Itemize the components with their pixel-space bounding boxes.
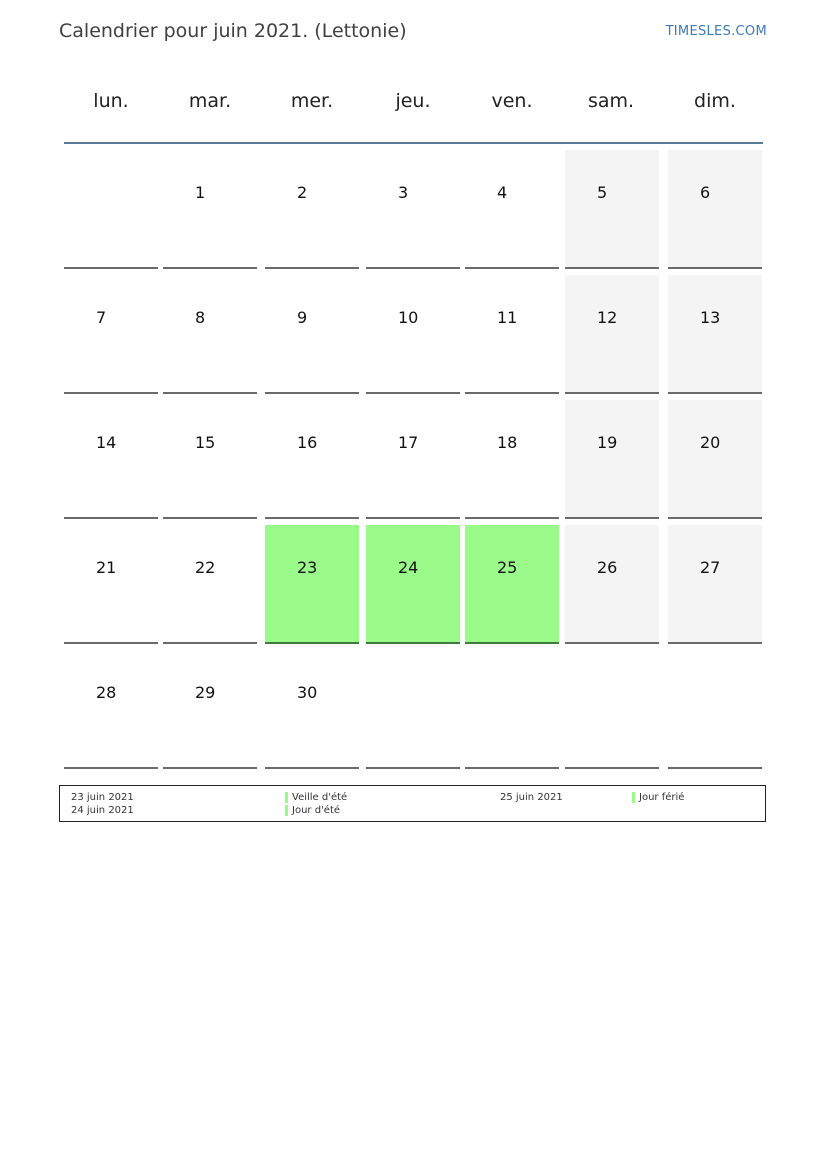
day-number: 25 bbox=[497, 558, 518, 577]
day-number: 20 bbox=[700, 433, 721, 452]
day-number: 4 bbox=[497, 183, 508, 202]
day-cell[interactable] bbox=[265, 150, 359, 269]
weekday-label: sam. bbox=[587, 90, 635, 112]
day-number: 1 bbox=[195, 183, 206, 202]
legend-date: 25 juin 2021 bbox=[500, 792, 563, 803]
day-number: 24 bbox=[398, 558, 419, 577]
day-cell[interactable] bbox=[465, 150, 559, 269]
day-number: 7 bbox=[96, 308, 107, 327]
day-number: 23 bbox=[297, 558, 318, 577]
day-number: 19 bbox=[597, 433, 618, 452]
empty-day-cell bbox=[668, 650, 762, 769]
day-number: 8 bbox=[195, 308, 206, 327]
day-cell[interactable] bbox=[163, 400, 257, 519]
day-number: 15 bbox=[195, 433, 216, 452]
legend-date: 24 juin 2021 bbox=[71, 805, 134, 816]
day-number: 18 bbox=[497, 433, 518, 452]
weekday-label: dim. bbox=[694, 90, 736, 112]
day-number: 16 bbox=[297, 433, 318, 452]
day-cell[interactable] bbox=[163, 525, 257, 644]
weekday-label: jeu. bbox=[395, 90, 431, 112]
day-cell[interactable] bbox=[163, 150, 257, 269]
weekday-label: mer. bbox=[290, 90, 334, 112]
day-cell[interactable] bbox=[265, 275, 359, 394]
day-number: 27 bbox=[700, 558, 721, 577]
day-cell[interactable] bbox=[565, 525, 659, 644]
empty-day-cell bbox=[366, 650, 460, 769]
legend-holiday-name: Jour d'été bbox=[285, 805, 340, 817]
weekday-label: ven. bbox=[491, 90, 533, 112]
day-number: 22 bbox=[195, 558, 216, 577]
holiday-legend bbox=[59, 785, 766, 822]
day-number: 3 bbox=[398, 183, 409, 202]
legend-holiday-name: Veille d'été bbox=[285, 792, 347, 804]
empty-day-cell bbox=[565, 650, 659, 769]
brand-link[interactable]: TIMESLES.COM bbox=[665, 24, 767, 39]
day-cell[interactable] bbox=[265, 650, 359, 769]
day-number: 11 bbox=[497, 308, 518, 327]
day-cell[interactable] bbox=[163, 275, 257, 394]
weekday-label: mar. bbox=[188, 90, 232, 112]
day-number: 17 bbox=[398, 433, 419, 452]
day-cell[interactable] bbox=[565, 150, 659, 269]
empty-day-cell bbox=[465, 650, 559, 769]
day-cell[interactable] bbox=[668, 275, 762, 394]
day-number: 26 bbox=[597, 558, 618, 577]
page-title: Calendrier pour juin 2021. (Lettonie) bbox=[59, 20, 407, 42]
weekday-header-row bbox=[64, 90, 763, 118]
day-cell[interactable] bbox=[465, 275, 559, 394]
day-cell[interactable] bbox=[465, 400, 559, 519]
empty-day-cell bbox=[64, 150, 158, 269]
day-cell[interactable] bbox=[163, 650, 257, 769]
day-cell[interactable] bbox=[64, 525, 158, 644]
day-number: 21 bbox=[96, 558, 117, 577]
legend-holiday-name: Jour férié bbox=[632, 792, 684, 804]
day-cell[interactable] bbox=[64, 275, 158, 394]
day-cell[interactable] bbox=[366, 525, 460, 644]
day-number: 2 bbox=[297, 183, 308, 202]
day-cell[interactable] bbox=[366, 400, 460, 519]
day-cell[interactable] bbox=[366, 275, 460, 394]
day-cell[interactable] bbox=[465, 525, 559, 644]
day-number: 6 bbox=[700, 183, 711, 202]
legend-date: 23 juin 2021 bbox=[71, 792, 134, 803]
day-cell[interactable] bbox=[265, 525, 359, 644]
day-cell[interactable] bbox=[366, 150, 460, 269]
day-cell[interactable] bbox=[668, 400, 762, 519]
day-number: 14 bbox=[96, 433, 117, 452]
weekday-label: lun. bbox=[93, 90, 129, 112]
day-number: 10 bbox=[398, 308, 419, 327]
day-number: 5 bbox=[597, 183, 608, 202]
header-divider bbox=[64, 142, 763, 144]
day-cell[interactable] bbox=[265, 400, 359, 519]
day-number: 12 bbox=[597, 308, 618, 327]
day-cell[interactable] bbox=[565, 400, 659, 519]
day-number: 29 bbox=[195, 683, 216, 702]
day-number: 28 bbox=[96, 683, 117, 702]
day-number: 13 bbox=[700, 308, 721, 327]
day-cell[interactable] bbox=[565, 275, 659, 394]
day-cell[interactable] bbox=[64, 400, 158, 519]
day-cell[interactable] bbox=[668, 525, 762, 644]
day-number: 9 bbox=[297, 308, 308, 327]
day-number: 30 bbox=[297, 683, 318, 702]
day-cell[interactable] bbox=[64, 650, 158, 769]
day-cell[interactable] bbox=[668, 150, 762, 269]
